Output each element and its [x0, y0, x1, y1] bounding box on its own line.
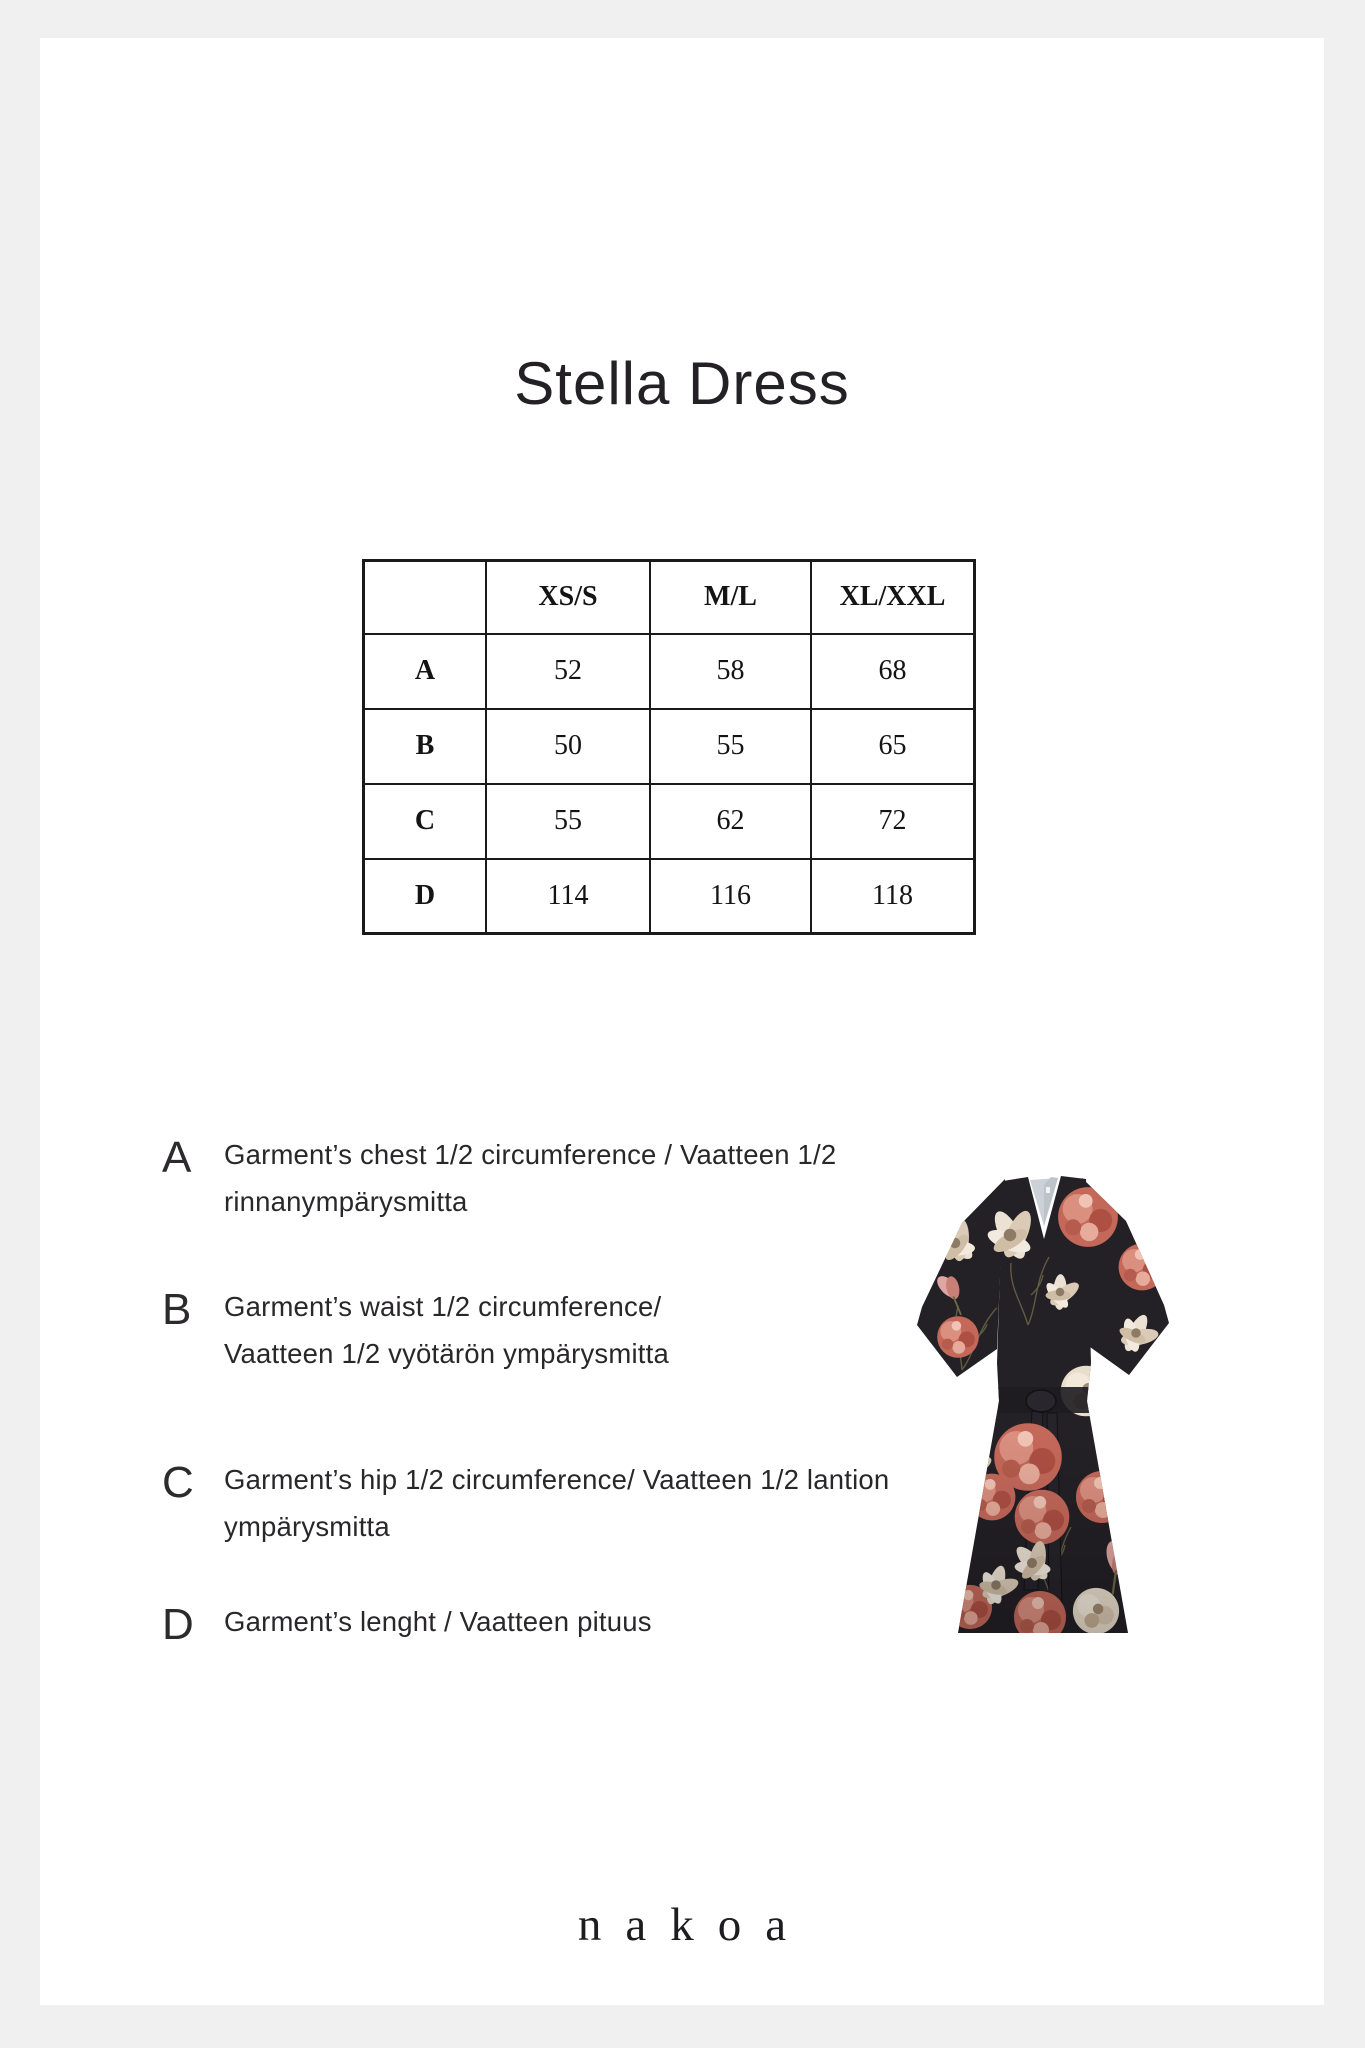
legend-letter: C	[162, 1458, 194, 1507]
size-table-row-label: A	[364, 634, 487, 709]
size-table-header-cell	[364, 561, 487, 634]
product-photo-dress	[900, 1165, 1185, 1655]
size-table-value-cell: 116	[650, 859, 811, 934]
brand-logo: nakoa	[577, 1899, 811, 1951]
size-table-value-cell: 65	[811, 709, 975, 784]
size-table-value-cell: 114	[486, 859, 650, 934]
size-table-row-label: C	[364, 784, 487, 859]
size-table-header-cell: XL/XXL	[811, 561, 975, 634]
size-table-value-cell: 52	[486, 634, 650, 709]
size-table-value-cell: 62	[650, 784, 811, 859]
size-table-value-cell: 68	[811, 634, 975, 709]
legend-line1: Garment’s hip 1/2 circumference/ Vaatteen 1/2 lantion	[224, 1464, 890, 1495]
legend-letter: A	[162, 1133, 192, 1182]
size-table-value-cell: 72	[811, 784, 975, 859]
legend-item-d	[152, 1598, 652, 1647]
page-title: Stella Dress	[514, 350, 850, 417]
size-table-value-cell: 118	[811, 859, 975, 934]
legend-line1: Garment’s chest 1/2 circumference / Vaatteen 1/2	[224, 1139, 837, 1170]
legend-line1: Garment’s waist 1/2 circumference/	[224, 1291, 662, 1322]
legend-text	[224, 1598, 652, 1647]
legend-text	[224, 1131, 836, 1225]
size-table-value-cell: 55	[486, 784, 650, 859]
legend-item-a	[152, 1131, 836, 1225]
legend-line2: rinnanympärysmitta	[224, 1186, 468, 1217]
legend-letter: D	[162, 1600, 194, 1649]
content-card	[40, 38, 1324, 2005]
size-table-value-cell: 58	[650, 634, 811, 709]
legend-line2: Vaatteen 1/2 vyötärön ympärysmitta	[224, 1338, 669, 1369]
size-table-value-cell: 50	[486, 709, 650, 784]
size-table-row	[364, 709, 975, 784]
legend-text	[224, 1456, 889, 1550]
size-table-row	[364, 634, 975, 709]
brand-label-tag	[1046, 1187, 1050, 1193]
size-table-header-cell: XS/S	[486, 561, 650, 634]
size-table-row-label: B	[364, 709, 487, 784]
size-table-row-label: D	[364, 859, 487, 934]
size-table-value-cell: 55	[650, 709, 811, 784]
legend-line1: Garment’s lenght / Vaatteen pituus	[224, 1606, 652, 1637]
legend-item-c	[152, 1456, 889, 1550]
size-table-row	[364, 859, 975, 934]
floral-print	[900, 1165, 1185, 1655]
legend-line2: ympärysmitta	[224, 1511, 390, 1542]
size-table-header-row	[364, 561, 975, 634]
size-table-row	[364, 784, 975, 859]
legend-text	[224, 1283, 669, 1377]
size-table-header-cell: M/L	[650, 561, 811, 634]
legend-item-b	[152, 1283, 669, 1377]
legend-letter: B	[162, 1285, 192, 1334]
size-table	[362, 559, 976, 935]
